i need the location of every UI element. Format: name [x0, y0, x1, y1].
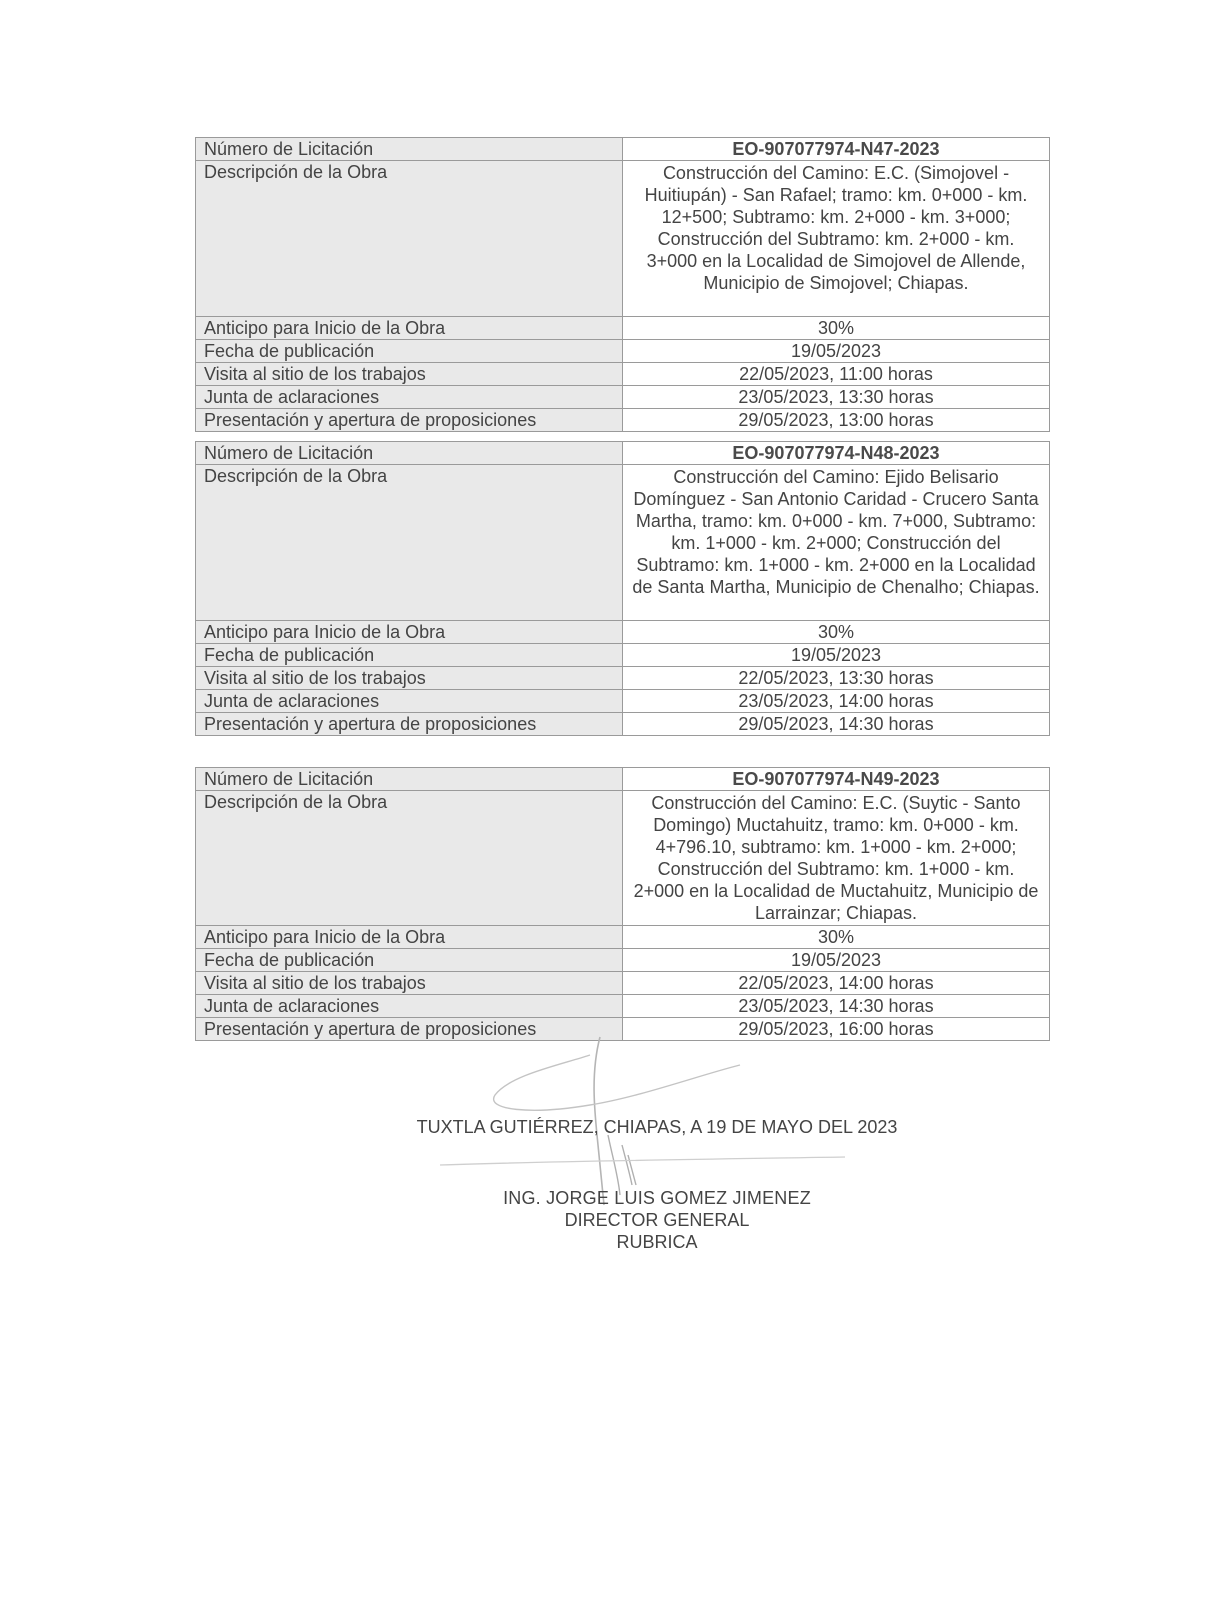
label-presentation: Presentación y apertura de proposiciones	[196, 1018, 623, 1041]
tender-presentation: 29/05/2023, 14:30 horas	[623, 713, 1050, 736]
table-row	[196, 972, 1050, 995]
table-row	[196, 667, 1050, 690]
rubric-label: RUBRICA	[616, 1232, 698, 1252]
tender-publication: 19/05/2023	[623, 644, 1050, 667]
label-presentation: Presentación y apertura de proposiciones	[196, 713, 623, 736]
table-row	[196, 386, 1050, 409]
tender-number: EO-907077974-N47-2023	[623, 138, 1050, 161]
tender-site-visit: 22/05/2023, 11:00 horas	[623, 363, 1050, 386]
tender-table-2	[195, 441, 1050, 736]
label-site-visit: Visita al sitio de los trabajos	[196, 363, 623, 386]
table-row	[196, 690, 1050, 713]
label-advance: Anticipo para Inicio de la Obra	[196, 317, 623, 340]
tender-clarifications: 23/05/2023, 13:30 horas	[623, 386, 1050, 409]
tender-number: EO-907077974-N48-2023	[623, 442, 1050, 465]
table-row	[196, 995, 1050, 1018]
label-clarifications: Junta de aclaraciones	[196, 386, 623, 409]
table-row	[196, 926, 1050, 949]
tender-publication: 19/05/2023	[623, 340, 1050, 363]
label-number: Número de Licitación	[196, 138, 623, 161]
label-site-visit: Visita al sitio de los trabajos	[196, 972, 623, 995]
tender-presentation: 29/05/2023, 13:00 horas	[623, 409, 1050, 432]
label-advance: Anticipo para Inicio de la Obra	[196, 926, 623, 949]
place-date: TUXTLA GUTIÉRREZ, CHIAPAS, A 19 DE MAYO DEL 2023	[416, 1117, 898, 1137]
label-number: Número de Licitación	[196, 768, 623, 791]
label-advance: Anticipo para Inicio de la Obra	[196, 621, 623, 644]
table-row	[196, 644, 1050, 667]
signer-position: DIRECTOR GENERAL	[564, 1210, 750, 1230]
table-row	[196, 138, 1050, 161]
tender-description: Construcción del Camino: Ejido Belisario Domínguez - San Antonio Caridad - Crucero Santa Martha, tramo: km. 0+000 - km. 7+000, Subtramo: km. 1+000 - km. 2+000; Construcción del Subtramo: km. 1+000 - km. 2+000 en la Localidad de Santa Martha, Municipio de Chenalho; Chiapas.	[623, 465, 1050, 621]
table-row	[196, 363, 1050, 386]
tender-clarifications: 23/05/2023, 14:30 horas	[623, 995, 1050, 1018]
tender-advance: 30%	[623, 926, 1050, 949]
table-row	[196, 317, 1050, 340]
tender-presentation: 29/05/2023, 16:00 horas	[623, 1018, 1050, 1041]
tender-table-1	[195, 137, 1050, 432]
label-clarifications: Junta de aclaraciones	[196, 690, 623, 713]
label-description: Descripción de la Obra	[196, 161, 623, 317]
label-description: Descripción de la Obra	[196, 465, 623, 621]
signer-name: ING. JORGE LUIS GOMEZ JIMENEZ	[503, 1188, 811, 1208]
table-row	[196, 340, 1050, 363]
table-row	[196, 791, 1050, 926]
table-row	[196, 465, 1050, 621]
label-description: Descripción de la Obra	[196, 791, 623, 926]
table-row	[196, 949, 1050, 972]
table-row	[196, 621, 1050, 644]
label-publication: Fecha de publicación	[196, 340, 623, 363]
label-site-visit: Visita al sitio de los trabajos	[196, 667, 623, 690]
table-row	[196, 442, 1050, 465]
tender-description: Construcción del Camino: E.C. (Simojovel - Huitiupán) - San Rafael; tramo: km. 0+000 - km. 12+500; Subtramo: km. 2+000 - km. 3+000; Construcción del Subtramo: km. 2+000 - km. 3+000 en la Localidad de Simojovel de Allende, Municipio de Simojovel; Chiapas.	[623, 161, 1050, 317]
tender-publication: 19/05/2023	[623, 949, 1050, 972]
label-publication: Fecha de publicación	[196, 644, 623, 667]
tender-number: EO-907077974-N49-2023	[623, 768, 1050, 791]
tender-table-3	[195, 767, 1050, 1041]
table-row	[196, 768, 1050, 791]
tender-advance: 30%	[623, 621, 1050, 644]
tender-advance: 30%	[623, 317, 1050, 340]
tender-clarifications: 23/05/2023, 14:00 horas	[623, 690, 1050, 713]
label-clarifications: Junta de aclaraciones	[196, 995, 623, 1018]
label-number: Número de Licitación	[196, 442, 623, 465]
label-publication: Fecha de publicación	[196, 949, 623, 972]
tender-description: Construcción del Camino: E.C. (Suytic - Santo Domingo) Muctahuitz, tramo: km. 0+000 - km. 4+796.10, subtramo: km. 1+000 - km. 2+000; Construcción del Subtramo: km. 1+000 - km. 2+000 en la Localidad de Muctahuitz, Municipio de Larrainzar; Chiapas.	[623, 791, 1050, 926]
table-row	[196, 713, 1050, 736]
label-presentation: Presentación y apertura de proposiciones	[196, 409, 623, 432]
table-row	[196, 161, 1050, 317]
table-row	[196, 409, 1050, 432]
tender-site-visit: 22/05/2023, 14:00 horas	[623, 972, 1050, 995]
tender-site-visit: 22/05/2023, 13:30 horas	[623, 667, 1050, 690]
